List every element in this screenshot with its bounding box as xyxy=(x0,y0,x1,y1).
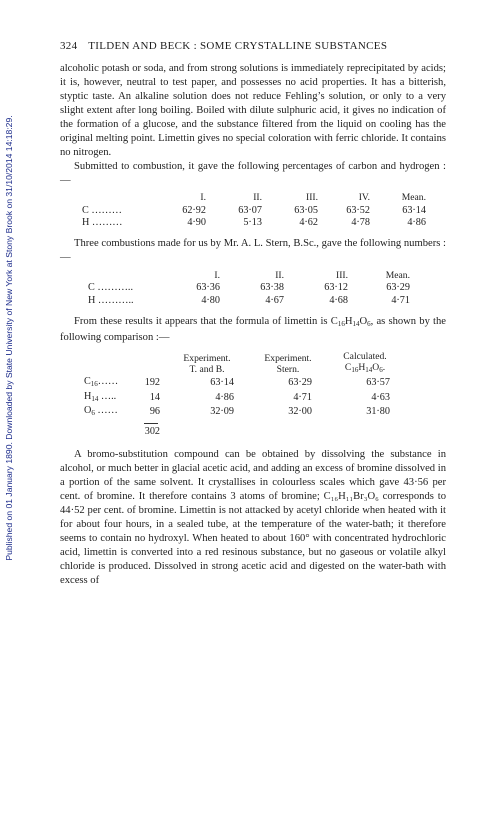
column-header: IV. xyxy=(358,192,370,203)
combustion-table-2 xyxy=(70,270,410,308)
paragraph-5: A bromo-substitution compound can be obtained by dissolving the substance in alcohol, or much better in glacial acetic acid, and adding an excess of bromine dissolved in a portion of the same solvent. It crystallises in colourless scales which gave 43·56 per cent. of bromine. It therefore contains 3 atoms of bromine; C₁₆H₁₁Br₃O₆ corresponds to 44·52 per cent. of bromine. Limettin is not attacked by acetyl chloride when heated with it for about four hours, in a sealed tube, at the temperature of the water-bath; it therefore seems to contain no hydroxyl. When heated to about 160° with concentrated hydrochloric acid, limettin is converted into a red resinous substance, but no gaseous or volatile alkyl chloride is produced. Dissolved in strong acetic acid and digested on the water-bath with excess of xyxy=(60,449,446,586)
column-header: III. xyxy=(306,192,318,203)
column-header: Mean. xyxy=(385,269,410,281)
formula: $C_{16}H_{14}O_6$ xyxy=(330,316,371,328)
table-cell: 4·78 xyxy=(351,217,370,228)
atomic-weight: 14 xyxy=(149,391,160,403)
row-label: $O_6$ …… xyxy=(84,405,118,417)
column-header: II. xyxy=(275,269,284,281)
running-header xyxy=(60,40,446,62)
table-cell: 63·14 xyxy=(210,377,234,388)
table-row xyxy=(70,295,410,308)
table-row xyxy=(66,217,426,230)
paragraph-4-text-end: , as shown by the following comparison :— xyxy=(60,316,446,343)
column-header: Mean. xyxy=(401,192,426,203)
table-cell: 63·36 xyxy=(196,282,220,293)
table-row xyxy=(66,205,426,218)
table-cell: 63·12 xyxy=(324,282,348,293)
table-cell: 31·80 xyxy=(366,406,390,417)
table-cell: 63·29 xyxy=(288,377,312,388)
paragraph-3: Three combustions made for us by Mr. A. L. Stern, B.Sc., gave the following numbers :— xyxy=(60,237,446,263)
column-header: I. xyxy=(200,192,206,203)
page-number: 324 xyxy=(60,40,78,52)
row-label: H ……… xyxy=(82,217,123,228)
row-label: H ……….. xyxy=(88,294,134,306)
table-cell: 63·29 xyxy=(386,282,410,293)
table-header-row xyxy=(66,192,426,205)
running-title: TILDEN AND BECK : SOME CRYSTALLINE SUBSTANCES xyxy=(88,40,388,52)
paragraph-2: Submitted to combustion, it gave the following percentages of carbon and hydrogen :— xyxy=(60,161,446,186)
total-row xyxy=(70,420,402,439)
table-row xyxy=(70,376,402,391)
column-header: I. xyxy=(214,269,220,281)
row-label: C ……… xyxy=(82,204,122,216)
paragraph-4 xyxy=(60,315,446,345)
table-cell: 63·57 xyxy=(366,377,390,388)
table-cell: 4·86 xyxy=(215,391,234,403)
paragraph-1: alcoholic potash or soda, and from strong solutions is immediately reprecipitated by acids; it is, however, neutral to test paper, and possesses no acid properties. It has a bitterish, styptic taste. An alkaline solution does not reduce Fehling’s solution, or only to a very slight extent after long boiling. Boiled with dilute sulphuric acid, it gives no indication of the formation of a glucose, and the substance filtered from the liquid on cooling has the original melting point. Limettin gives no special coloration with ferric chloride. It contains no nitrogen. xyxy=(60,63,446,158)
table-cell: 4·71 xyxy=(293,391,312,403)
column-header: Experiment. Stern. xyxy=(264,352,312,375)
table-header-row xyxy=(70,351,402,376)
paragraph-4-text: From these results it appears that the formula of limettin is xyxy=(74,316,331,327)
atomic-weight: 96 xyxy=(149,406,160,417)
combustion-table-1 xyxy=(66,192,426,230)
molecular-weight-total: 302 xyxy=(126,420,166,439)
column-header: Experiment. T. and B. xyxy=(183,352,231,375)
table-cell: 4·67 xyxy=(265,294,284,306)
table-cell: 32·09 xyxy=(210,406,234,417)
page xyxy=(60,40,446,588)
download-watermark-text: Published on 01 January 1890. Downloaded by State University of New York at Stony Brook on 31/10/2014 14:18:29. xyxy=(4,115,14,561)
table-cell: 4·90 xyxy=(187,217,206,228)
table-row xyxy=(70,282,410,295)
table-cell: 4·71 xyxy=(391,294,410,306)
atomic-weight: 192 xyxy=(144,377,160,388)
column-header: III. xyxy=(336,269,348,281)
column-header: II. xyxy=(253,192,262,203)
table-cell: 4·86 xyxy=(407,217,426,228)
download-watermark xyxy=(2,18,16,658)
table-cell: 63·52 xyxy=(346,204,370,216)
row-label: $H_{14}$ ….. xyxy=(84,390,117,403)
row-label: C ……….. xyxy=(88,282,133,293)
comparison-table xyxy=(70,351,402,438)
table-cell: 63·14 xyxy=(402,204,426,216)
table-cell: 4·63 xyxy=(371,391,390,403)
column-header: Calculated. $C_{16}H_{14}O_6$. xyxy=(343,351,387,374)
table-cell: 63·38 xyxy=(260,282,284,293)
table-cell: 5·13 xyxy=(243,217,262,228)
table-cell: 4·62 xyxy=(299,217,318,228)
table-row xyxy=(70,391,402,406)
table-row xyxy=(70,405,402,420)
table-cell: 62·92 xyxy=(182,204,206,216)
row-label: $C_{16}\dots\dots$ xyxy=(84,376,119,388)
table-cell: 4·80 xyxy=(201,294,220,306)
table-cell: 4·68 xyxy=(329,294,348,306)
table-cell: 63·07 xyxy=(238,204,262,216)
table-cell: 32·00 xyxy=(288,406,312,417)
table-header-row xyxy=(70,270,410,283)
table-cell: 63·05 xyxy=(294,204,318,216)
